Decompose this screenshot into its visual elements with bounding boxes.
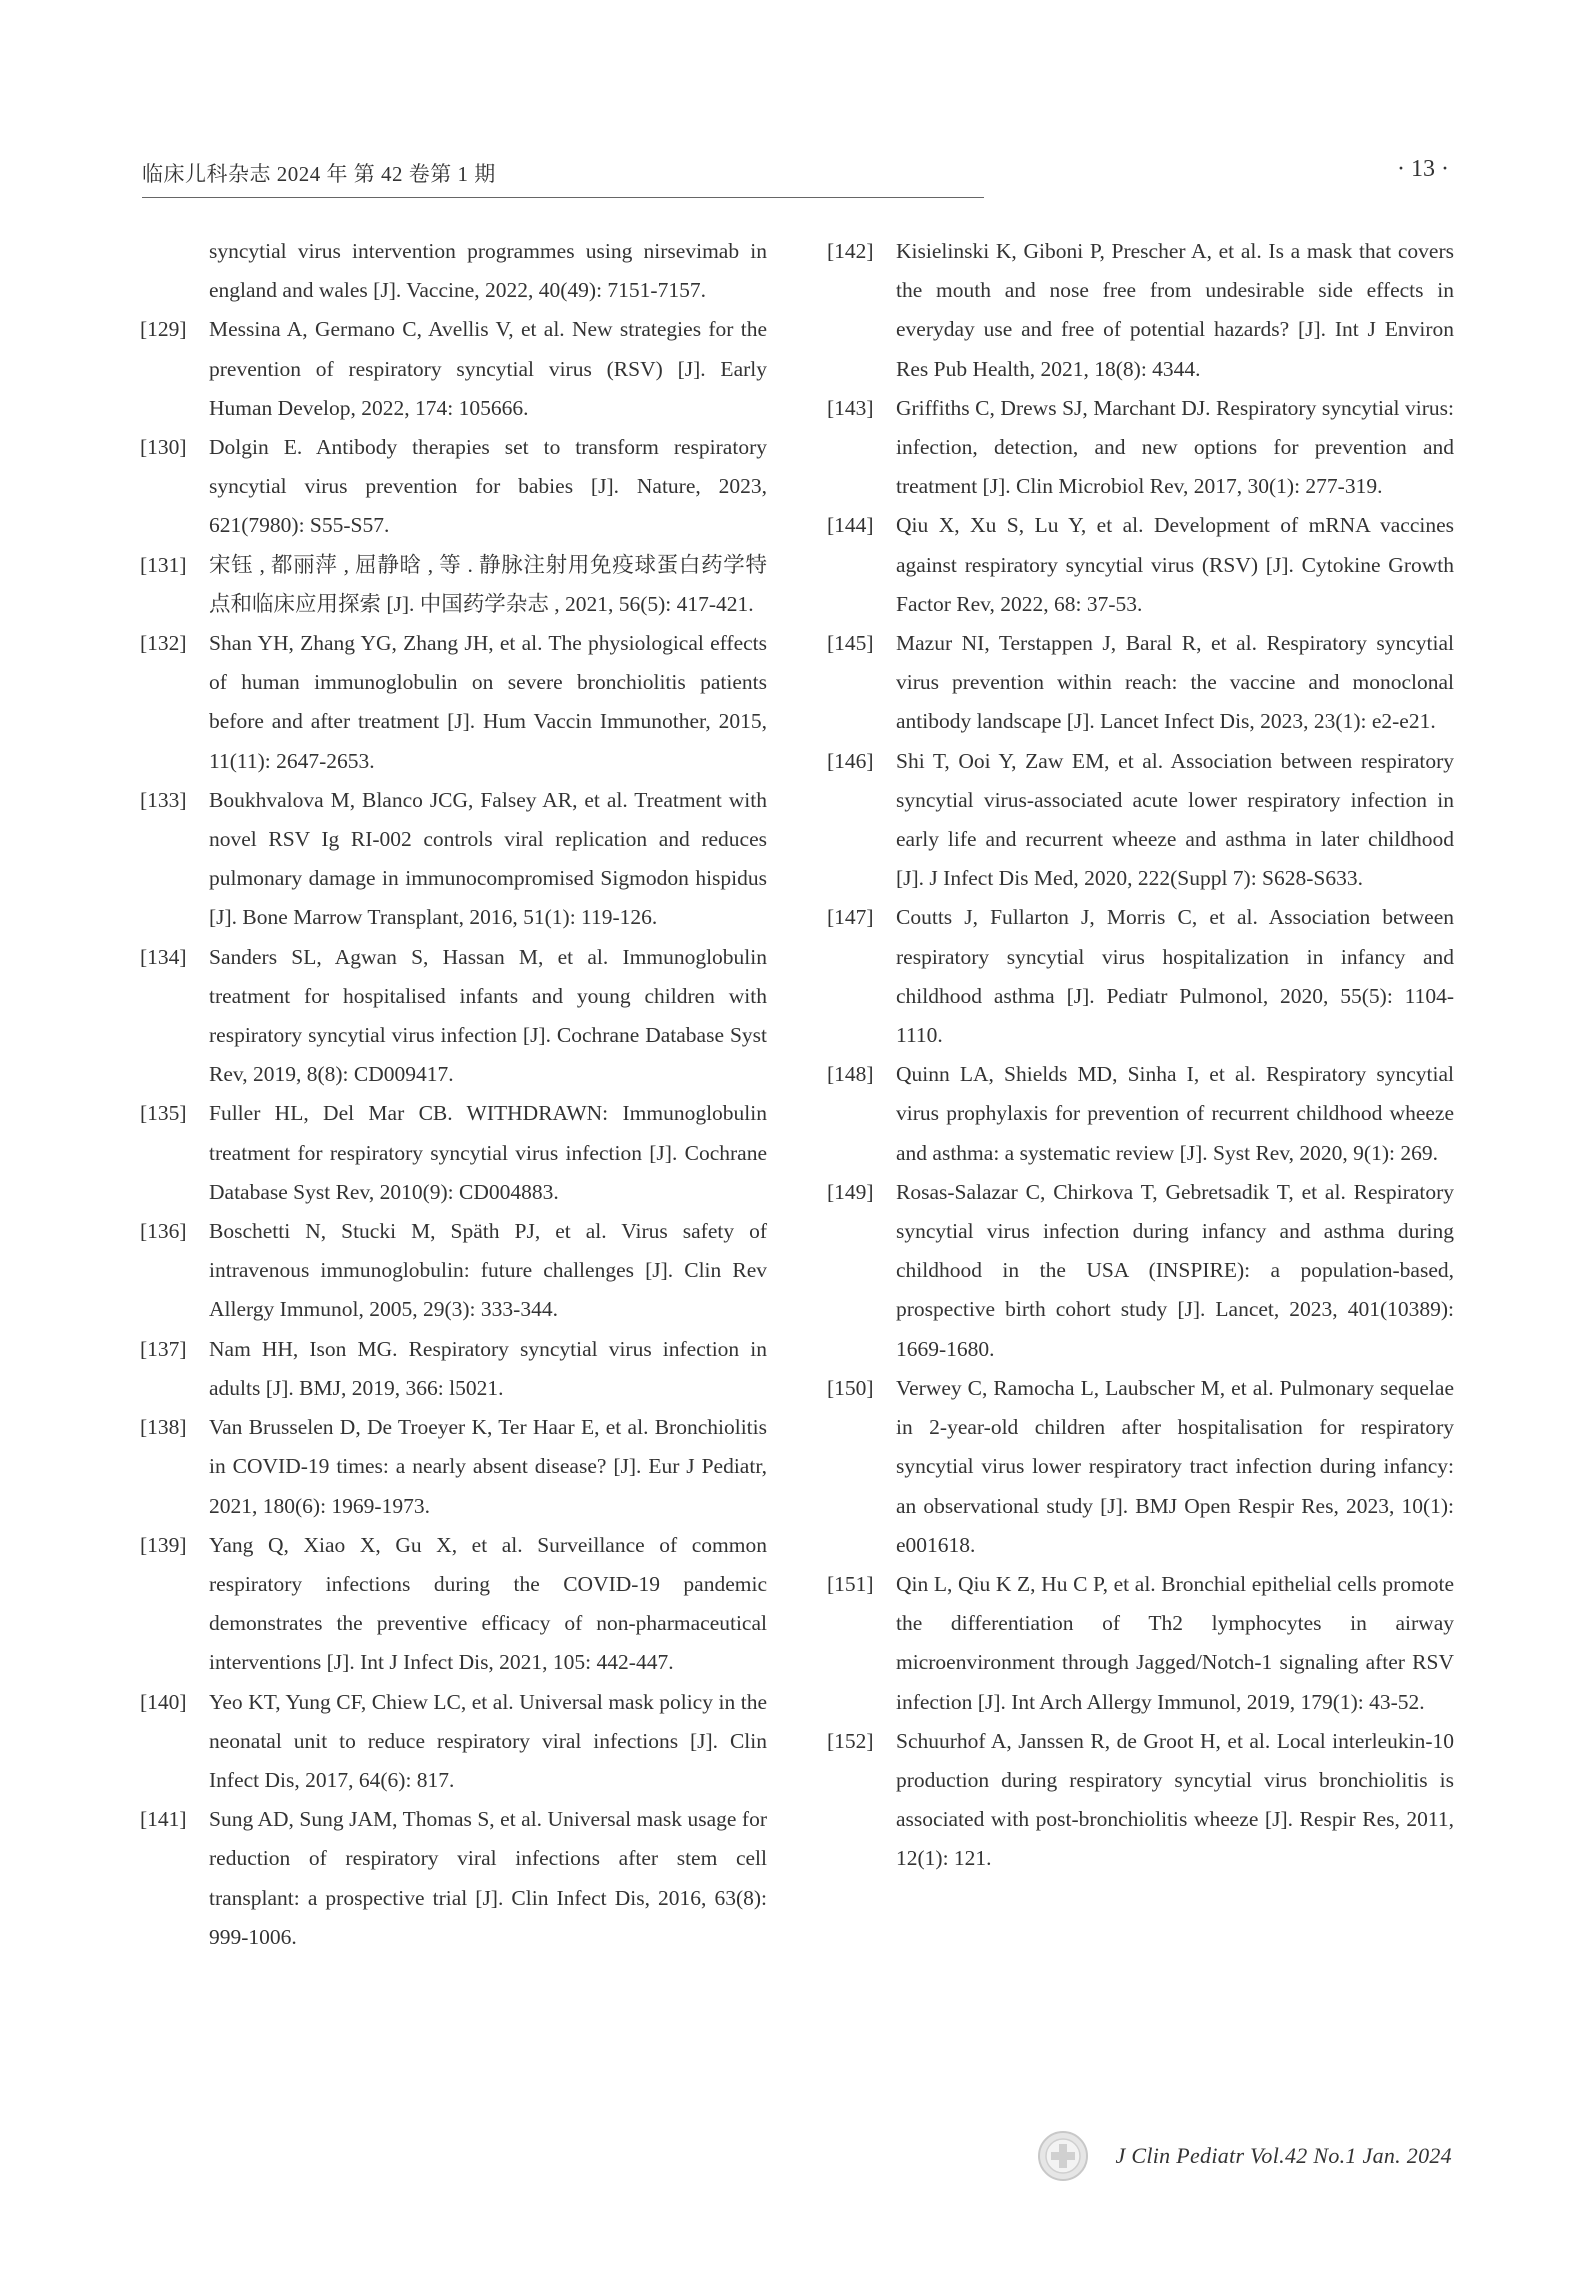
reference-text: Van Brusselen D, De Troeyer K, Ter Haar E, et al. Bronchiolitis in COVID-19 times: a nearly absent disease? [J]. Eur J Pediatr, 2021, 180(6): 1969-1973. bbox=[209, 1415, 767, 1518]
reference-entry bbox=[140, 624, 767, 781]
reference-text: Kisielinski K, Giboni P, Prescher A, et al. Is a mask that covers the mouth and nose free from undesirable side effects in everyday use and free of potential hazards? [J]. Int J Environ Res Pub Health, 2021, 18(8): 4344. bbox=[896, 239, 1454, 381]
reference-number: [134] bbox=[140, 944, 187, 969]
reference-entry bbox=[140, 428, 767, 546]
reference-number: [135] bbox=[140, 1101, 187, 1126]
reference-text: 宋钰 , 都丽萍 , 屈静晗 , 等 . 静脉注射用免疫球蛋白药学特点和临床应用探索 [J]. 中国药学杂志 , 2021, 56(5): 417-421. bbox=[209, 552, 767, 616]
reference-text: Nam HH, Ison MG. Respiratory syncytial virus infection in adults [J]. BMJ, 2019, 366: l5021. bbox=[209, 1336, 767, 1400]
reference-entry bbox=[140, 1212, 767, 1330]
reference-number: [149] bbox=[827, 1179, 874, 1204]
reference-text: Yeo KT, Yung CF, Chiew LC, et al. Universal mask policy in the neonatal unit to reduce respiratory viral infections [J]. Clin Infect Dis, 2017, 64(6): 817. bbox=[209, 1689, 767, 1792]
reference-entry bbox=[140, 1408, 767, 1526]
reference-entry bbox=[140, 310, 767, 428]
reference-entry bbox=[140, 1683, 767, 1801]
reference-entry bbox=[140, 1094, 767, 1212]
reference-number: [152] bbox=[827, 1728, 874, 1753]
reference-entry bbox=[827, 624, 1454, 742]
reference-text: syncytial virus intervention programmes using nirsevimab in england and wales [J]. Vaccine, 2022, 40(49): 7151-7157. bbox=[209, 239, 767, 303]
journal-seal-icon bbox=[1037, 2130, 1089, 2182]
reference-number: [146] bbox=[827, 748, 874, 773]
reference-number: [136] bbox=[140, 1219, 187, 1244]
reference-text: Verwey C, Ramocha L, Laubscher M, et al. Pulmonary sequelae in 2-year-old children after hospitalisation for respiratory syncytial virus lower respiratory tract infection during infancy: an observational study [J]. BMJ Open Respir Res, 2023, 10(1): e001618. bbox=[896, 1375, 1454, 1557]
reference-number: [129] bbox=[140, 317, 187, 342]
reference-entry bbox=[827, 898, 1454, 1055]
reference-number: [151] bbox=[827, 1571, 874, 1596]
reference-text: Mazur NI, Terstappen J, Baral R, et al. Respiratory syncytial virus prevention within reach: the vaccine and monoclonal antibody landscape [J]. Lancet Infect Dis, 2023, 23(1): e2-e21. bbox=[896, 631, 1454, 734]
reference-entry bbox=[140, 1330, 767, 1408]
reference-entry bbox=[827, 389, 1454, 507]
reference-number: [139] bbox=[140, 1532, 187, 1557]
reference-number: [147] bbox=[827, 905, 874, 930]
reference-entry bbox=[827, 506, 1454, 624]
reference-text: Schuurhof A, Janssen R, de Groot H, et al. Local interleukin-10 production during respiratory syncytial virus bronchiolitis is associated with post-bronchiolitis wheeze [J]. Respir Res, 2011, 12(1): 121. bbox=[896, 1728, 1454, 1871]
reference-entry bbox=[827, 1055, 1454, 1173]
reference-column-right bbox=[827, 232, 1454, 1879]
reference-text: Boschetti N, Stucki M, Späth PJ, et al. Virus safety of intravenous immunoglobulin: future challenges [J]. Clin Rev Allergy Immunol, 2005, 29(3): 333-344. bbox=[209, 1219, 767, 1322]
reference-text: Messina A, Germano C, Avellis V, et al. New strategies for the prevention of respiratory syncytial virus (RSV) [J]. Early Human Develop, 2022, 174: 105666. bbox=[209, 317, 767, 420]
reference-number: [140] bbox=[140, 1689, 187, 1714]
reference-entry bbox=[827, 1369, 1454, 1565]
reference-entry bbox=[827, 1565, 1454, 1722]
reference-entry bbox=[140, 781, 767, 938]
reference-number: [144] bbox=[827, 513, 874, 538]
reference-number: [131] bbox=[140, 552, 187, 577]
reference-number: [130] bbox=[140, 435, 187, 460]
reference-column-left bbox=[140, 232, 767, 1957]
header-rule bbox=[142, 197, 984, 198]
reference-number: [138] bbox=[140, 1415, 187, 1440]
reference-number: [141] bbox=[140, 1807, 187, 1832]
reference-entry bbox=[140, 232, 767, 310]
reference-text: Coutts J, Fullarton J, Morris C, et al. Association between respiratory syncytial virus hospitalization in infancy and childhood asthma [J]. Pediatr Pulmonol, 2020, 55(5): 1104-1110. bbox=[896, 905, 1454, 1048]
reference-entry bbox=[140, 1526, 767, 1683]
running-header-title: 临床儿科杂志 2024 年 第 42 卷第 1 期 bbox=[142, 162, 496, 186]
reference-number: [137] bbox=[140, 1336, 187, 1361]
reference-number: [132] bbox=[140, 631, 187, 656]
footer bbox=[1037, 2130, 1452, 2182]
reference-entry bbox=[140, 1800, 767, 1957]
reference-text: Yang Q, Xiao X, Gu X, et al. Surveillance of common respiratory infections during the COVID-19 pandemic demonstrates the preventive efficacy of non-pharmaceutical interventions [J]. Int J Infect Dis, 2021, 105: 442-447. bbox=[209, 1532, 767, 1675]
reference-number: [142] bbox=[827, 239, 874, 263]
reference-text: Sung AD, Sung JAM, Thomas S, et al. Universal mask usage for reduction of respiratory viral infections after stem cell transplant: a prospective trial [J]. Clin Infect Dis, 2016, 63(8): 999-1006. bbox=[209, 1807, 767, 1949]
page-number: · 13 · bbox=[1397, 156, 1449, 182]
reference-text: Griffiths C, Drews SJ, Marchant DJ. Respiratory syncytial virus: infection, detection, and new options for prevention and treatment [J]. Clin Microbiol Rev, 2017, 30(1): 277-319. bbox=[896, 395, 1454, 499]
reference-entry bbox=[140, 546, 767, 624]
reference-entry bbox=[827, 232, 1454, 389]
reference-text: Fuller HL, Del Mar CB. WITHDRAWN: Immunoglobulin treatment for respiratory syncytial virus infection [J]. Cochrane Database Syst Rev, 2010(9): CD004883. bbox=[209, 1101, 767, 1204]
reference-text: Qin L, Qiu K Z, Hu C P, et al. Bronchial epithelial cells promote the differentiation of Th2 lymphocytes in airway microenvironment through Jagged/Notch-1 signaling after RSV infection [J]. Int Arch Allergy Immunol, 2019, 179(1): 43-52. bbox=[896, 1571, 1454, 1714]
footer-citation: J Clin Pediatr Vol.42 No.1 Jan. 2024 bbox=[1115, 2143, 1452, 2168]
reference-text: Shi T, Ooi Y, Zaw EM, et al. Association between respiratory syncytial virus-associated acute lower respiratory infection in early life and recurrent wheeze and asthma in later childhood [J]. J Infect Dis Med, 2020, 222(Suppl 7): S628-S633. bbox=[896, 748, 1454, 891]
reference-text: Shan YH, Zhang YG, Zhang JH, et al. The physiological effects of human immunoglobulin on severe bronchiolitis patients before and after treatment [J]. Hum Vaccin Immunother, 2015, 11(11): 2647-2653. bbox=[209, 631, 767, 773]
reference-entry bbox=[827, 1722, 1454, 1879]
reference-number: [145] bbox=[827, 631, 874, 656]
reference-entry bbox=[827, 1173, 1454, 1369]
reference-text: Dolgin E. Antibody therapies set to transform respiratory syncytial virus prevention for babies [J]. Nature, 2023, 621(7980): S55-S57. bbox=[209, 435, 767, 538]
reference-number: [150] bbox=[827, 1375, 874, 1400]
reference-text: Quinn LA, Shields MD, Sinha I, et al. Respiratory syncytial virus prophylaxis for prevention of recurrent childhood wheeze and asthma: a systematic review [J]. Syst Rev, 2020, 9(1): 269. bbox=[896, 1062, 1454, 1165]
reference-text: Sanders SL, Agwan S, Hassan M, et al. Immunoglobulin treatment for hospitalised infants and young children with respiratory syncytial virus infection [J]. Cochrane Database Syst Rev, 2019, 8(8): CD009417. bbox=[209, 944, 767, 1087]
reference-entry bbox=[140, 938, 767, 1095]
reference-text: Rosas-Salazar C, Chirkova T, Gebretsadik T, et al. Respiratory syncytial virus infection during infancy and asthma during childhood in the USA (INSPIRE): a population-based, prospective birth cohort study [J]. Lancet, 2023, 401(10389): 1669-1680. bbox=[896, 1179, 1454, 1361]
reference-text: Qiu X, Xu S, Lu Y, et al. Development of mRNA vaccines against respiratory syncytial virus (RSV) [J]. Cytokine Growth Factor Rev, 2022, 68: 37-53. bbox=[896, 513, 1454, 616]
reference-number: [143] bbox=[827, 395, 874, 420]
reference-number: [148] bbox=[827, 1062, 874, 1087]
reference-text: Boukhvalova M, Blanco JCG, Falsey AR, et al. Treatment with novel RSV Ig RI-002 controls viral replication and reduces pulmonary damage in immunocompromised Sigmodon hispidus [J]. Bone Marrow Transplant, 2016, 51(1): 119-126. bbox=[209, 787, 767, 930]
reference-entry bbox=[827, 742, 1454, 899]
reference-number: [133] bbox=[140, 787, 187, 812]
